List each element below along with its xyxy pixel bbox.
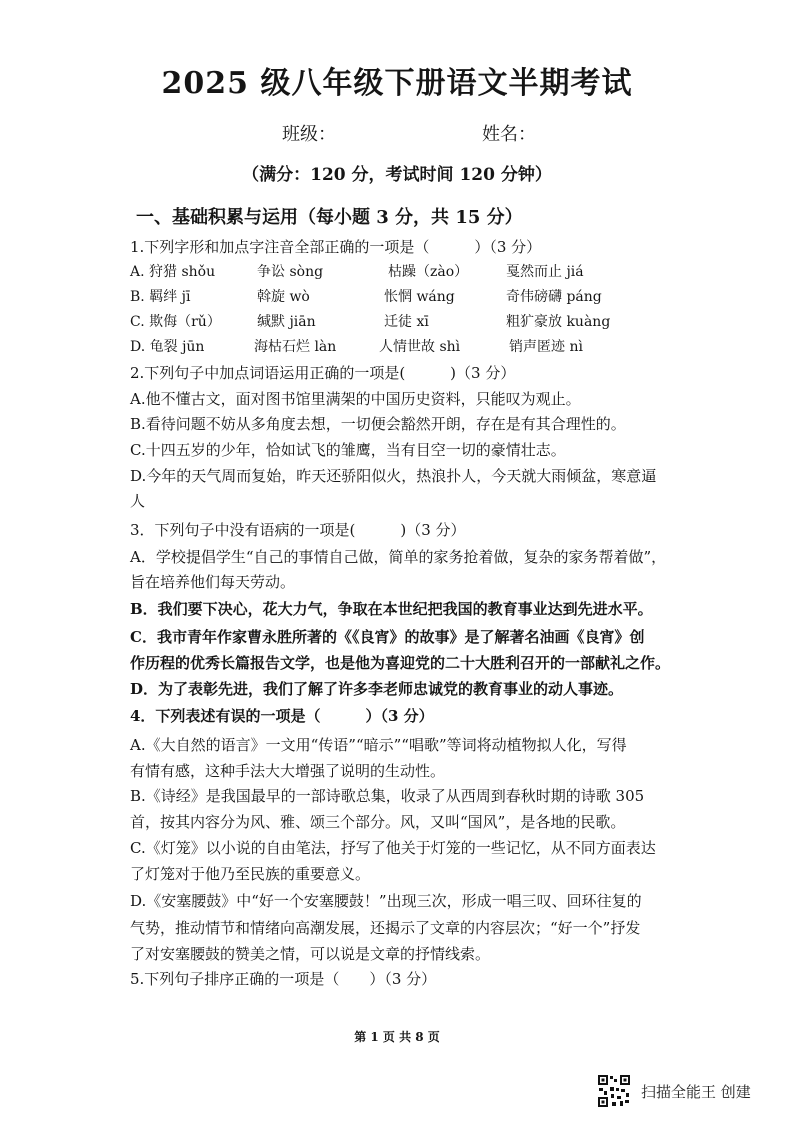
q1-row-c-2: 缄默 jiān — [257, 314, 316, 330]
q4-option-d-line3: 了对安塞腰鼓的赞美之情，可以说是文章的抒情线索。 — [130, 945, 491, 963]
q1-row-b-4: 奇伟磅礴 páng — [506, 289, 602, 305]
q1-row-c-1: C. 欺侮（rǔ） — [130, 314, 221, 330]
q4-stem: 4．下列表述有误的一项是（ ）（3 分） — [130, 707, 434, 725]
q2-option-d-line2: 人 — [130, 492, 146, 510]
q1-row-d-1: D. 龟裂 jūn — [130, 339, 205, 355]
q4-option-a-line1: A.《大自然的语言》一文用“传语”“暗示”“唱歌”等词将动植物拟人化，写得 — [130, 736, 627, 754]
q3-option-d: D．为了表彰先进，我们了解了许多李老师忠诚党的教育事业的动人事迹。 — [130, 680, 624, 698]
q1-row-c-4: 粗犷豪放 kuàng — [506, 314, 611, 330]
q2-option-b: B.看待问题不妨从多角度去想，一切便会豁然开朗，存在是有其合理性的。 — [130, 415, 626, 433]
class-label: 班级： — [282, 124, 336, 145]
q1-row-a-4: 戛然而止 jiá — [506, 264, 584, 280]
q1-row-b-3: 怅惘 wáng — [384, 289, 455, 305]
q1-row-d-4: 销声匿迹 nì — [509, 339, 583, 355]
score-info: （满分：120 分，考试时间 120 分钟） — [242, 165, 552, 185]
q1-row-a-3: 枯躁（zào） — [388, 264, 469, 280]
q1-row-c-3: 迁徒 xī — [384, 314, 429, 330]
q2-stem: 2.下列句子中加点词语运用正确的一项是( )（3 分） — [130, 364, 516, 382]
q2-option-a: A.他不懂古文，面对图书馆里满架的中国历史资料，只能叹为观止。 — [130, 390, 581, 408]
q1-stem: 1.下列字形和加点字注音全部正确的一项是（ ）（3 分） — [130, 238, 542, 256]
q5-stem: 5.下列句子排序正确的一项是（ ）（3 分） — [130, 970, 437, 988]
q1-row-d-3: 人情世故 shì — [379, 339, 461, 355]
section-title: 一、基础积累与运用（每小题 3 分，共 15 分） — [136, 207, 523, 228]
q4-option-d-line2: 气势，推动情节和情绪向高潮发展，还揭示了文章的内容层次；“好一个”抒发 — [130, 919, 641, 937]
q4-option-d-line1: D.《安塞腰鼓》中“好一个安塞腰鼓！”出现三次，形成一唱三叹、回环往复的 — [130, 892, 642, 910]
q3-stem: 3．下列句子中没有语病的一项是( )（3 分） — [130, 521, 466, 539]
q4-option-c-line1: C.《灯笼》以小说的自由笔法，抒写了他关于灯笼的一些记忆，从不同方面表达 — [130, 839, 656, 857]
q3-option-c-line1: C．我市青年作家曹永胜所著的《《良宵》的故事》是了解著名油画《良宵》创 — [130, 628, 645, 646]
q1-row-a-2: 争讼 sòng — [257, 264, 324, 280]
q1-row-d-2: 海枯石烂 làn — [254, 339, 337, 355]
name-label: 姓名： — [482, 124, 536, 145]
q3-option-c-line2: 作历程的优秀长篇报告文学，也是他为喜迎党的二十大胜利召开的一部献礼之作。 — [130, 654, 671, 672]
q4-option-a-line2: 有情有感，这种手法大大增强了说明的生动性。 — [130, 762, 446, 780]
q4-option-b-line2: 首，按其内容分为风、雅、颂三个部分。风，又叫“国风”，是各地的民歌。 — [130, 813, 626, 831]
q4-option-c-line2: 了灯笼对于他乃至民族的重要意义。 — [130, 865, 371, 883]
q2-option-d-line1: D.今年的天气周而复始，昨天还骄阳似火，热浪扑人，今天就大雨倾盆，寒意逼 — [130, 467, 657, 485]
q1-row-a-1: A. 狩猎 shǒu — [130, 264, 216, 280]
exam-title: 2025 级八年级下册语文半期考试 — [161, 66, 633, 101]
q4-option-b-line1: B.《诗经》是我国最早的一部诗歌总集，收录了从西周到春秋时期的诗歌 305 — [130, 787, 645, 805]
qr-code-icon — [597, 1074, 631, 1108]
q1-row-b-2: 斡旋 wò — [257, 289, 310, 305]
scanner-watermark: 扫描全能王 创建 — [641, 1083, 751, 1101]
q2-option-c: C.十四五岁的少年，恰如试飞的雏鹰，当有目空一切的豪情壮志。 — [130, 441, 566, 459]
q3-option-a-line1: A．学校提倡学生“自己的事情自己做，简单的家务抢着做，复杂的家务帮着做”， — [130, 548, 667, 566]
q1-row-b-1: B. 羁绊 jī — [130, 289, 191, 305]
q3-option-a-line2: 旨在培养他们每天劳动。 — [130, 573, 296, 591]
q3-option-b: B．我们要下决心，花大力气，争取在本世纪把我国的教育事业达到先进水平。 — [130, 600, 653, 618]
page-number: 第 1 页 共 8 页 — [354, 1030, 440, 1044]
